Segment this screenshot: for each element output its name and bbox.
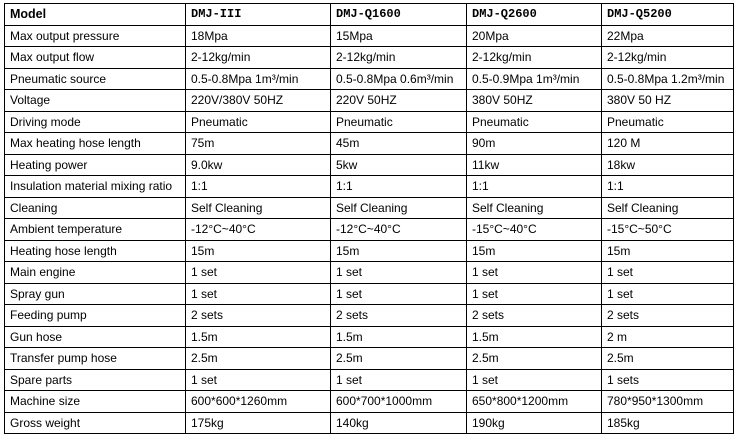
spec-value-cell: 600*600*1260mm (186, 391, 331, 413)
spec-value-cell: 1 set (186, 369, 331, 391)
spec-value-cell: 1:1 (331, 176, 467, 198)
spec-value-cell: 2.5m (467, 348, 602, 370)
spec-value-cell: 0.5-0.9Mpa 1m³/min (467, 68, 602, 90)
spec-label-cell: Transfer pump hose (5, 348, 186, 370)
table-row (5, 197, 734, 219)
table-row (5, 283, 734, 305)
spec-value-cell: -12°C~40°C (331, 219, 467, 241)
spec-value-cell: 2.5m (186, 348, 331, 370)
spec-value-cell: 120 M (602, 133, 734, 155)
spec-value-cell: 1 set (331, 369, 467, 391)
header-cell-model-4: DMJ-Q5200 (602, 4, 734, 26)
spec-value-cell: Pneumatic (602, 111, 734, 133)
spec-table (4, 3, 734, 434)
table-row (5, 90, 734, 112)
table-row (5, 133, 734, 155)
spec-value-cell: 18kw (602, 154, 734, 176)
spec-value-cell: 45m (331, 133, 467, 155)
spec-label-cell: Max output pressure (5, 25, 186, 47)
spec-label-cell: Ambient temperature (5, 219, 186, 241)
spec-label-cell: Cleaning (5, 197, 186, 219)
spec-value-cell: 15m (331, 240, 467, 262)
spec-value-cell: 380V 50HZ (467, 90, 602, 112)
spec-label-cell: Spray gun (5, 283, 186, 305)
table-row (5, 391, 734, 413)
header-cell-model-3: DMJ-Q2600 (467, 4, 602, 26)
spec-value-cell: 15Mpa (331, 25, 467, 47)
spec-value-cell: Pneumatic (467, 111, 602, 133)
spec-value-cell: 0.5-0.8Mpa 0.6m³/min (331, 68, 467, 90)
spec-value-cell: 1.5m (467, 326, 602, 348)
spec-value-cell: 1:1 (602, 176, 734, 198)
spec-value-cell: 1 sets (602, 369, 734, 391)
spec-value-cell: 1 set (467, 369, 602, 391)
spec-label-cell: Gross weight (5, 412, 186, 434)
spec-label-cell: Heating hose length (5, 240, 186, 262)
table-row (5, 25, 734, 47)
spec-value-cell: 1 set (186, 283, 331, 305)
table-row (5, 154, 734, 176)
spec-value-cell: 1 set (602, 262, 734, 284)
header-row (5, 4, 734, 26)
spec-value-cell: Self Cleaning (467, 197, 602, 219)
spec-value-cell: 18Mpa (186, 25, 331, 47)
spec-value-cell: 2 sets (186, 305, 331, 327)
spec-value-cell: 2-12kg/min (602, 47, 734, 69)
spec-value-cell: 1 set (602, 283, 734, 305)
spec-value-cell: Pneumatic (331, 111, 467, 133)
spec-value-cell: 2.5m (602, 348, 734, 370)
spec-value-cell: 1 set (331, 262, 467, 284)
spec-value-cell: 1:1 (467, 176, 602, 198)
spec-value-cell: 0.5-0.8Mpa 1.2m³/min (602, 68, 734, 90)
spec-value-cell: 2-12kg/min (186, 47, 331, 69)
spec-value-cell: 190kg (467, 412, 602, 434)
table-row (5, 326, 734, 348)
spec-value-cell: Pneumatic (186, 111, 331, 133)
table-row (5, 262, 734, 284)
table-row (5, 412, 734, 434)
spec-label-cell: Feeding pump (5, 305, 186, 327)
spec-label-cell: Max output flow (5, 47, 186, 69)
spec-value-cell: 1.5m (331, 326, 467, 348)
spec-label-cell: Insulation material mixing ratio (5, 176, 186, 198)
spec-value-cell: 11kw (467, 154, 602, 176)
spec-value-cell: 22Mpa (602, 25, 734, 47)
header-cell-model-1: DMJ-III (186, 4, 331, 26)
header-cell-model-2: DMJ-Q1600 (331, 4, 467, 26)
spec-value-cell: 650*800*1200mm (467, 391, 602, 413)
spec-value-cell: -15°C~40°C (467, 219, 602, 241)
spec-value-cell: 90m (467, 133, 602, 155)
spec-value-cell: 2 sets (602, 305, 734, 327)
spec-value-cell: 380V 50 HZ (602, 90, 734, 112)
spec-label-cell: Heating power (5, 154, 186, 176)
table-row (5, 369, 734, 391)
spec-label-cell: Pneumatic source (5, 68, 186, 90)
spec-label-cell: Machine size (5, 391, 186, 413)
spec-value-cell: 15m (467, 240, 602, 262)
spec-value-cell: Self Cleaning (331, 197, 467, 219)
spec-value-cell: 15m (186, 240, 331, 262)
table-row (5, 111, 734, 133)
spec-label-cell: Spare parts (5, 369, 186, 391)
spec-label-cell: Max heating hose length (5, 133, 186, 155)
spec-value-cell: 2-12kg/min (467, 47, 602, 69)
spec-value-cell: 15m (602, 240, 734, 262)
spec-value-cell: 1 set (467, 283, 602, 305)
spec-value-cell: 2 m (602, 326, 734, 348)
spec-value-cell: 600*700*1000mm (331, 391, 467, 413)
spec-label-cell: Gun hose (5, 326, 186, 348)
spec-value-cell: 20Mpa (467, 25, 602, 47)
spec-value-cell: 0.5-0.8Mpa 1m³/min (186, 68, 331, 90)
spec-value-cell: Self Cleaning (602, 197, 734, 219)
spec-value-cell: -15°C~50°C (602, 219, 734, 241)
table-row (5, 219, 734, 241)
spec-value-cell: 2 sets (331, 305, 467, 327)
spec-value-cell: 140kg (331, 412, 467, 434)
spec-table-body (5, 25, 734, 434)
header-cell-model: Model (5, 4, 186, 26)
spec-value-cell: 1 set (331, 283, 467, 305)
table-row (5, 47, 734, 69)
spec-value-cell: 9.0kw (186, 154, 331, 176)
spec-value-cell: 220V/380V 50HZ (186, 90, 331, 112)
spec-value-cell: 220V 50HZ (331, 90, 467, 112)
spec-value-cell: 2 sets (467, 305, 602, 327)
spec-value-cell: 1.5m (186, 326, 331, 348)
spec-value-cell: -12°C~40°C (186, 219, 331, 241)
table-row (5, 176, 734, 198)
spec-label-cell: Voltage (5, 90, 186, 112)
spec-value-cell: 1 set (186, 262, 331, 284)
spec-table-header (5, 4, 734, 26)
spec-value-cell: 1:1 (186, 176, 331, 198)
spec-value-cell: Self Cleaning (186, 197, 331, 219)
spec-label-cell: Driving mode (5, 111, 186, 133)
spec-value-cell: 175kg (186, 412, 331, 434)
table-row (5, 240, 734, 262)
spec-value-cell: 5kw (331, 154, 467, 176)
spec-value-cell: 2-12kg/min (331, 47, 467, 69)
table-row (5, 348, 734, 370)
table-row (5, 305, 734, 327)
spec-value-cell: 780*950*1300mm (602, 391, 734, 413)
table-row (5, 68, 734, 90)
spec-value-cell: 75m (186, 133, 331, 155)
spec-value-cell: 1 set (467, 262, 602, 284)
spec-label-cell: Main engine (5, 262, 186, 284)
spec-value-cell: 2.5m (331, 348, 467, 370)
spec-value-cell: 185kg (602, 412, 734, 434)
